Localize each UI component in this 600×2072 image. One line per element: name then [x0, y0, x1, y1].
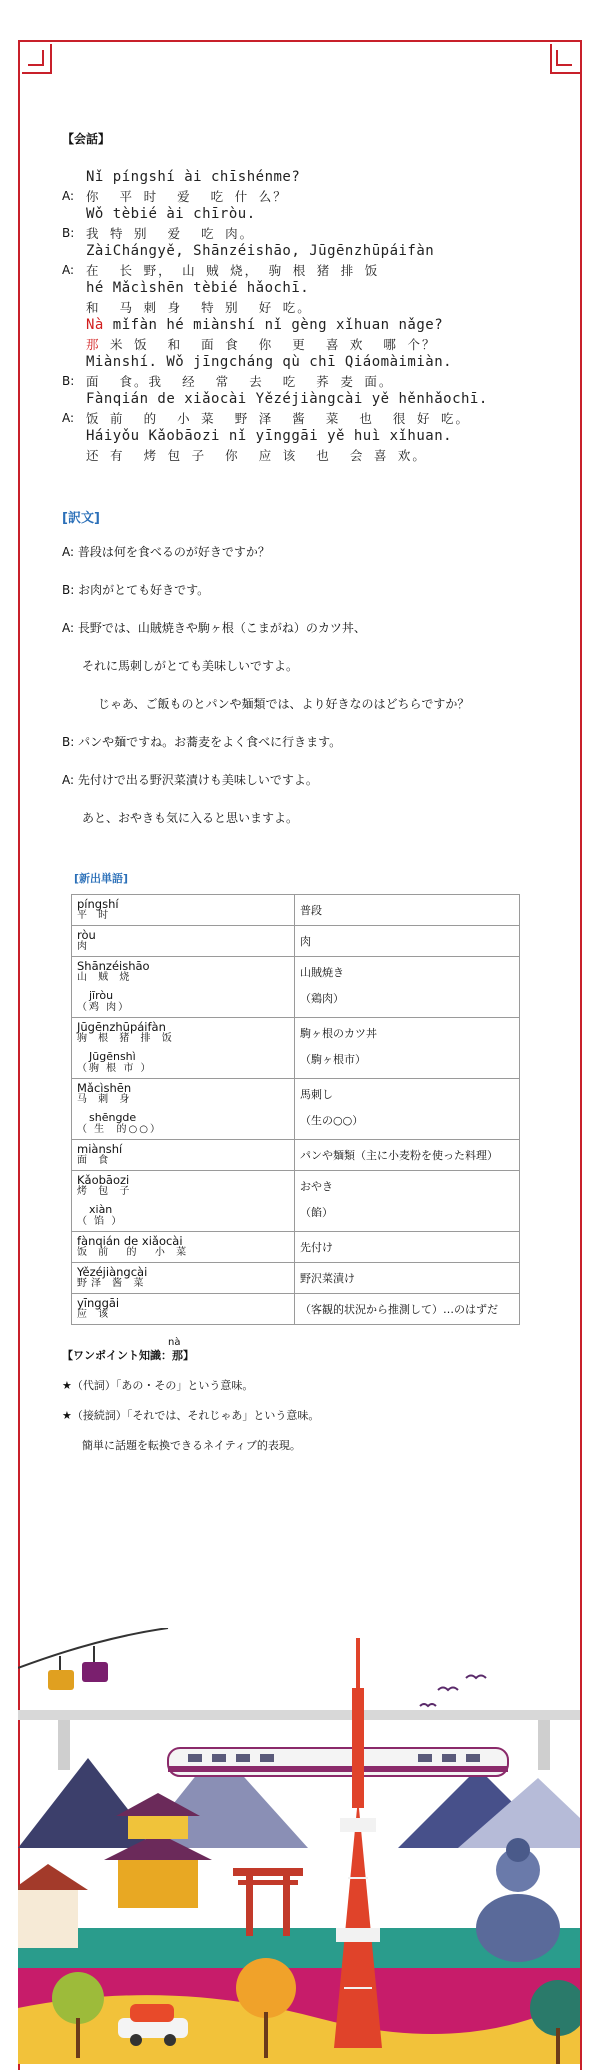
table-row — [72, 957, 520, 1018]
meaning-cell — [295, 1018, 520, 1079]
term-pinyin: Mǎcìshēn — [77, 1081, 132, 1095]
meaning-cell — [295, 1171, 520, 1232]
term-meaning: パンや麺類（主に小麦粉を使った料理） — [300, 1149, 498, 1162]
pinyin-line: Wǒ tèbié ài chīròu. — [86, 206, 256, 222]
pinyin-line: Fànqián de xiǎocài Yězéjiàngcài yě hěnhǎochī. — [86, 391, 488, 407]
term-meaning: 野沢菜漬け — [300, 1272, 355, 1285]
pinyin-line — [86, 317, 443, 333]
term-hanzi: 应 该 — [77, 1309, 113, 1320]
birds-icon — [420, 1676, 486, 1707]
table-row — [72, 1263, 520, 1294]
frame-right — [580, 40, 582, 2070]
term-cell — [72, 895, 295, 926]
term-pinyin: Yězéjiàngcài — [77, 1265, 148, 1279]
note-pinyin: jīròu — [89, 989, 114, 1002]
term-meaning: （客観的状況から推測して）…のはずだ — [300, 1303, 498, 1316]
note-pinyin: Jūgēnshì — [89, 1050, 136, 1063]
term-cell — [72, 1018, 295, 1079]
table-row — [72, 1018, 520, 1079]
term-hanzi: 野泽 酱 菜 — [77, 1278, 148, 1289]
one-point-line: ★（接続詞）「それでは、それじゃあ」という意味。 — [62, 1409, 320, 1422]
hanzi-line: 你 平 时 爱 吃 什 么？ — [86, 189, 288, 204]
note-meaning: （生の○○） — [300, 1114, 364, 1127]
table-row — [72, 1232, 520, 1263]
one-point-title-text: 【ワンポイント知識：那】 — [62, 1349, 194, 1362]
meaning-cell — [295, 895, 520, 926]
term-cell — [72, 957, 295, 1018]
term-pinyin: Jūgēnzhūpáifàn — [77, 1020, 166, 1034]
translation-line: それに馬刺しがとても美味しいですよ。 — [82, 659, 299, 673]
term-pinyin: Kǎobāozi — [77, 1173, 130, 1187]
term-cell — [72, 1232, 295, 1263]
translation-line: じゃあ、ご飯ものとパンや麺類では、より好きなのはどちらですか？ — [98, 697, 470, 711]
term-hanzi: 肉 — [77, 941, 91, 952]
meaning-cell — [295, 1294, 520, 1325]
term-hanzi: 山 贼 烧 — [77, 972, 134, 983]
highlight-pinyin-na: Nà — [86, 317, 104, 333]
pinyin-line: ZàiChángyě, Shānzéishāo, Jūgēnzhūpáifàn — [86, 243, 435, 259]
term-pinyin: ròu — [77, 928, 96, 942]
conversation-title: 【会話】 — [62, 132, 111, 146]
translation-line: B: パンや麺ですね。お蕎麦をよく食べに行きます。 — [62, 735, 342, 749]
vocabulary-table — [71, 894, 520, 1325]
ropeway-icon — [18, 1628, 168, 1690]
one-point-ruby: nà — [168, 1337, 181, 1348]
note-hanzi: （ 生 的○○） — [77, 1124, 162, 1135]
term-meaning: 普段 — [300, 904, 322, 917]
hanzi-line — [86, 335, 436, 353]
term-cell — [72, 1171, 295, 1232]
term-cell — [72, 1140, 295, 1171]
term-cell — [72, 1263, 295, 1294]
term-hanzi: 面 食 — [77, 1155, 113, 1166]
table-row — [72, 1294, 520, 1325]
term-meaning: 山賊焼き — [300, 966, 344, 979]
dialog-line — [62, 206, 538, 243]
speaker-label: A: — [62, 411, 75, 425]
meaning-cell — [295, 1079, 520, 1140]
term-hanzi: 驹 根 猪 排 饭 — [77, 1033, 176, 1044]
hanzi-line: 和 马 刺 身 特 别 好 吃。 — [86, 300, 312, 315]
translation-title: [訳文] — [62, 511, 100, 526]
pinyin-line: Háiyǒu Kǎobāozi nǐ yīnggāi yě huì xǐhuan. — [86, 428, 453, 444]
dialog-line — [62, 280, 538, 317]
meaning-cell — [295, 926, 520, 957]
translation-line: A: 普段は何を食べるのが好きですか？ — [62, 545, 270, 559]
dialog-line — [62, 428, 538, 465]
speaker-label: A: — [62, 189, 75, 203]
term-pinyin: fànqián de xiǎocài — [77, 1234, 183, 1248]
table-row — [72, 1079, 520, 1140]
term-hanzi: 烤 包 子 — [77, 1186, 134, 1197]
translation-block — [62, 544, 538, 848]
pinyin-line: Miànshí. Wǒ jīngcháng qù chī Qiáomàimiàn. — [86, 354, 453, 370]
note-meaning: （駒ヶ根市） — [300, 1053, 366, 1066]
term-pinyin: píngshí — [77, 897, 119, 911]
term-pinyin: Shānzéishāo — [77, 959, 150, 973]
speaker-label: B: — [62, 226, 75, 240]
dialog-line — [62, 243, 538, 280]
table-row — [72, 1140, 520, 1171]
highlight-hanzi-na: 那 — [86, 337, 101, 352]
corner-ornament-inner-right — [556, 50, 572, 66]
hanzi-line: 我 特 别 爱 吃 肉。 — [86, 226, 255, 241]
torii-gate-icon — [233, 1868, 303, 1936]
hanzi-line: 在 长 野， 山 贼 烧， 驹 根 猪 排 饭 — [86, 263, 380, 278]
one-point-line: 簡単に話題を転換できるネイティブ的表現。 — [82, 1439, 301, 1452]
pinyin-line: hé Mǎcìshēn tèbié hǎochī. — [86, 280, 310, 296]
hanzi-line: 饭 前 的 小 菜 野 泽 酱 菜 也 很 好 吃。 — [86, 411, 470, 426]
note-hanzi: （ 馅 ） — [77, 1216, 124, 1227]
translation-line: あと、おやきも気に入ると思いますよ。 — [82, 811, 299, 825]
note-meaning: （鶏肉） — [300, 992, 344, 1005]
dialog-line — [62, 317, 538, 354]
speaker-label: A: — [62, 263, 75, 277]
bullet-train-icon — [168, 1748, 508, 1776]
hanzi-rest: 米 饭 和 面 食 你 更 喜 欢 哪 个？ — [100, 337, 437, 352]
note-hanzi: （鸡 肉） — [77, 1002, 131, 1013]
dialog-line — [62, 354, 538, 391]
term-cell — [72, 1079, 295, 1140]
conversation-block — [62, 169, 538, 465]
term-hanzi: 马 刺 身 — [77, 1094, 134, 1105]
term-cell — [72, 926, 295, 957]
great-buddha-icon — [476, 1838, 560, 1962]
translation-line: B: お肉がとても好きです。 — [62, 583, 210, 597]
pinyin-rest: mǐfàn hé miànshí nǐ gèng xǐhuan nǎge? — [103, 317, 444, 333]
corner-ornament-inner-left — [28, 50, 44, 66]
vocabulary-title: [新出単語] — [74, 872, 129, 885]
meaning-cell — [295, 1232, 520, 1263]
term-cell — [72, 1294, 295, 1325]
term-meaning: 肉 — [300, 935, 311, 948]
tokyo-tower-icon — [334, 1638, 382, 2048]
dialog-line — [62, 169, 538, 206]
note-meaning: （餡） — [300, 1206, 333, 1219]
note-pinyin: shēngde — [89, 1111, 137, 1124]
frame-top — [18, 40, 582, 42]
one-point-title — [62, 1337, 538, 1363]
term-meaning: 先付け — [300, 1241, 333, 1254]
table-row — [72, 926, 520, 957]
translation-line: A: 先付けで出る野沢菜漬けも美味しいですよ。 — [62, 773, 318, 787]
speaker-label: B: — [62, 374, 75, 388]
table-row — [72, 1171, 520, 1232]
note-pinyin: xiàn — [89, 1203, 113, 1216]
japan-landmarks-illustration — [18, 1628, 580, 2064]
hanzi-line: 面 食。我 经 常 去 吃 荞 麦 面。 — [86, 374, 394, 389]
lesson-content — [62, 130, 538, 1453]
one-point-line: ★（代詞）「あの・その」という意味。 — [62, 1379, 254, 1392]
dialog-line — [62, 391, 538, 428]
meaning-cell — [295, 957, 520, 1018]
term-pinyin: miànshí — [77, 1142, 123, 1156]
pinyin-line: Nǐ píngshí ài chīshénme? — [86, 169, 301, 185]
term-meaning: おやき — [300, 1180, 333, 1193]
meaning-cell — [295, 1140, 520, 1171]
term-pinyin: yīnggāi — [77, 1296, 120, 1310]
term-hanzi: 平 时 — [77, 910, 113, 921]
term-hanzi: 饭 前 的 小 菜 — [77, 1247, 191, 1258]
translation-line: A: 長野では、山賊焼きや駒ヶ根（こまがね）のカツ丼、 — [62, 621, 366, 635]
meaning-cell — [295, 1263, 520, 1294]
note-hanzi: （驹 根 市 ） — [77, 1063, 153, 1074]
hanzi-line: 还 有 烤 包 子 你 应 该 也 会 喜 欢。 — [86, 448, 427, 463]
table-row — [72, 895, 520, 926]
term-meaning: 馬刺し — [300, 1088, 333, 1101]
term-meaning: 駒ヶ根のカツ丼 — [300, 1027, 377, 1040]
